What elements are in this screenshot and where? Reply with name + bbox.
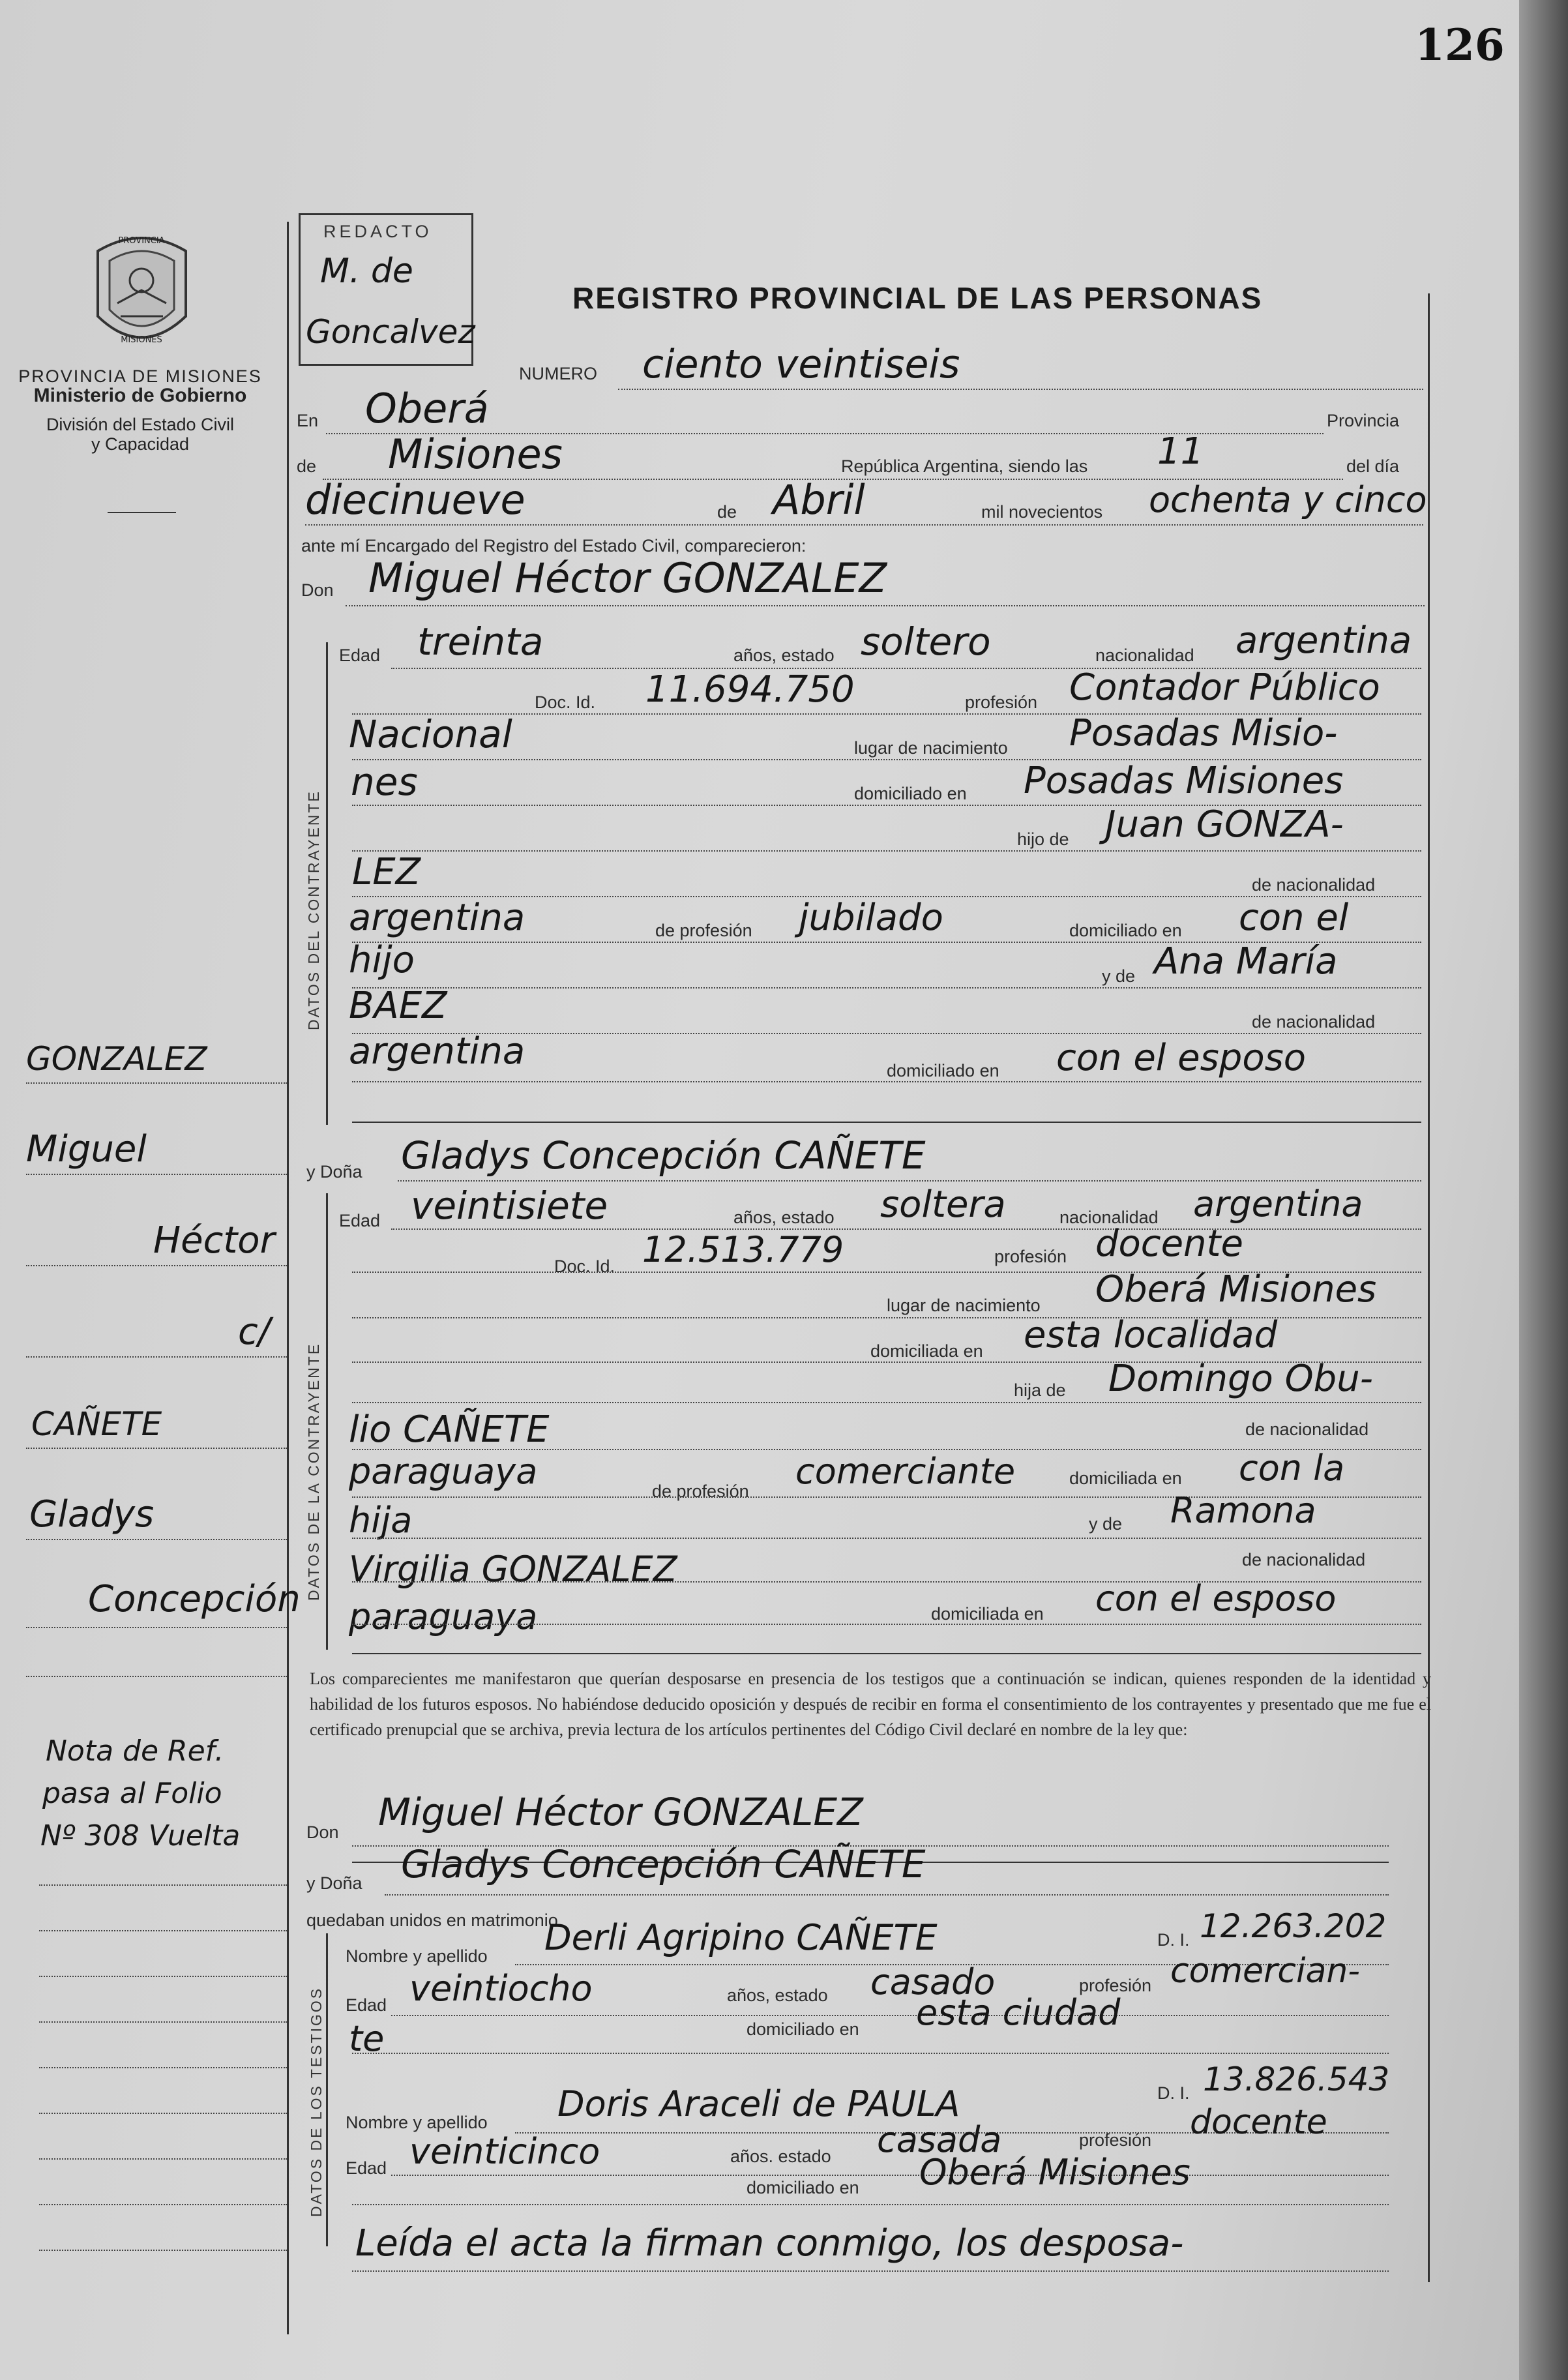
bride-doc-label: Doc. Id.: [554, 1257, 615, 1276]
margin-line-5: CAÑETE: [31, 1405, 162, 1443]
w1-di: 12.263.202: [1200, 1907, 1387, 1945]
groom-lugar-label: lugar de nacimiento: [854, 738, 1008, 758]
bride-mother-nac: paraguaya: [349, 1596, 538, 1637]
numero-value: ciento veintiseis: [642, 342, 960, 387]
bride-de-nac-label-2: de nacionalidad: [1242, 1550, 1366, 1569]
groom-mother-nac: argentina: [349, 1030, 525, 1073]
bride-father-dom-2: hija: [349, 1500, 413, 1541]
bride-anos-label: años, estado: [733, 1208, 835, 1227]
groom-domicilio: Posadas Misiones: [1024, 760, 1344, 802]
w2-di: 13.826.543: [1203, 2060, 1390, 2098]
groom-de-prof-label: de profesión: [655, 921, 752, 940]
right-frame-line: [1428, 293, 1430, 2282]
groom-mother-2: BAEZ: [349, 985, 447, 1027]
mil-label: mil novecientos: [981, 502, 1103, 522]
redacto-label: REDACTO: [323, 222, 432, 241]
left-frame-line: [287, 222, 289, 2334]
hour-value: 11: [1157, 430, 1204, 473]
w2-edad: veinticinco: [409, 2131, 600, 2172]
bride-father-dom-1: con la: [1239, 1448, 1345, 1489]
bride-nacionalidad: argentina: [1193, 1183, 1363, 1225]
book-spine-shadow: [1519, 0, 1568, 2380]
redacto-line2: Goncalvez: [306, 313, 475, 351]
w2-anos-label: años. estado: [730, 2147, 831, 2166]
margin-line-6: Gladys: [29, 1493, 155, 1536]
groom-name: Miguel Héctor GONZALEZ: [368, 554, 887, 602]
w1-edad-label: Edad: [346, 1995, 387, 2015]
groom-doc-label: Doc. Id.: [535, 692, 596, 712]
bride-lugar-label: lugar de nacimiento: [887, 1296, 1041, 1315]
groom-hijo-label: hijo de: [1017, 829, 1069, 849]
w1-prof-1: comercian-: [1170, 1952, 1361, 1991]
w2-nombre-label: Nombre y apellido: [346, 2113, 488, 2132]
w1-prof-2: te: [349, 2018, 385, 2059]
groom-nac-label: nacionalidad: [1095, 646, 1194, 665]
de-label: de: [297, 456, 317, 476]
bride-edad-label: Edad: [339, 1211, 381, 1230]
w1-domicilio: esta ciudad: [916, 1992, 1121, 2033]
groom-lugar-2: nes: [351, 760, 418, 804]
groom-y-de-label: y de: [1102, 966, 1136, 986]
de-value: Misiones: [388, 430, 563, 478]
bride-de-prof-label: de profesión: [652, 1481, 749, 1501]
w1-di-label: D. I.: [1157, 1930, 1190, 1950]
republica-label: República Argentina, siendo las: [841, 456, 1088, 476]
groom-edad-label: Edad: [339, 646, 381, 665]
division-label: División del Estado Civil: [46, 415, 235, 434]
bride-domicilio: esta localidad: [1024, 1314, 1278, 1356]
groom-edad: treinta: [417, 619, 544, 664]
page-title: REGISTRO PROVINCIAL DE LAS PERSONAS: [572, 281, 1263, 315]
margin-line-1: GONZALEZ: [26, 1040, 207, 1078]
groom-section-line: [326, 642, 328, 1125]
page-number: 126: [1415, 20, 1505, 70]
bride-y-de-label: y de: [1089, 1514, 1123, 1534]
bride-father-2: lio CAÑETE: [349, 1408, 550, 1451]
groom-father-dom-2: hijo: [349, 939, 415, 981]
w2-nombre: Doris Araceli de PAULA: [557, 2083, 960, 2124]
bride-lugar: Oberá Misiones: [1095, 1268, 1377, 1311]
groom-de-nac-label-2: de nacionalidad: [1252, 1012, 1376, 1032]
groom-father-1: Juan GONZA-: [1105, 803, 1344, 846]
groom-father-dom-1: con el: [1239, 897, 1349, 939]
groom-don-label: Don: [301, 580, 334, 600]
groom-profesion-2: Nacional: [349, 712, 512, 756]
left-header: [10, 366, 271, 454]
provincial-seal-icon: [85, 225, 199, 359]
bride-section-line: [326, 1193, 328, 1650]
bride-doc: 12.513.779: [642, 1229, 844, 1270]
bride-domic-en-label-2: domiciliada en: [931, 1604, 1044, 1624]
w1-estado: casado: [870, 1961, 996, 2002]
capacity-label: y Capacidad: [91, 434, 190, 454]
bride-name: Gladys Concepción CAÑETE: [401, 1133, 926, 1178]
seal-text-top: PROVINCIA: [118, 236, 165, 246]
bride-profesion: docente: [1095, 1223, 1243, 1265]
w1-nombre: Derli Agripino CAÑETE: [544, 1917, 938, 1958]
margin-line-7: Concepción: [88, 1578, 301, 1620]
w2-estado: casada: [877, 2119, 1002, 2160]
w2-prof-label: profesión: [1079, 2130, 1152, 2150]
day-value: diecinueve: [305, 476, 525, 524]
closing-line: Leída el acta la firman conmigo, los desposa-: [355, 2222, 1184, 2265]
witness-section-line: [326, 1933, 328, 2246]
ministry-label: Ministerio de Gobierno: [33, 385, 247, 406]
groom-father-2: LEZ: [352, 851, 421, 893]
groom-de-nac-label: de nacionalidad: [1252, 875, 1376, 895]
de-label-2: de: [717, 502, 737, 522]
decl-dona-label: y Doña: [306, 1873, 362, 1893]
decl-don-label: Don: [306, 1822, 339, 1842]
margin-note-3: Nº 308 Vuelta: [40, 1819, 241, 1852]
groom-lugar-1: Posadas Misio-: [1069, 712, 1338, 754]
w1-anos-label: años, estado: [727, 1986, 828, 2005]
bride-side-label: DATOS DE LA CONTRAYENTE: [305, 1342, 322, 1601]
bride-dona-label: y Doña: [306, 1162, 362, 1182]
bride-hija-label: hija de: [1014, 1380, 1066, 1400]
groom-domic-en-label: domiciliado en: [1069, 921, 1182, 940]
groom-domic-label: domiciliado en: [854, 784, 967, 803]
groom-domic-en-label-2: domiciliado en: [887, 1061, 999, 1080]
del-dia-label: del día: [1346, 456, 1400, 476]
provincia-label: Provincia: [1327, 411, 1400, 430]
w2-edad-label: Edad: [346, 2158, 387, 2178]
bride-de-nac-label: de nacionalidad: [1245, 1420, 1369, 1439]
margin-line-4: c/: [238, 1311, 271, 1353]
w2-domic-label: domiciliado en: [747, 2178, 859, 2197]
margin-note-2: pasa al Folio: [42, 1777, 222, 1810]
divider: [108, 512, 176, 513]
groom-father-nac: argentina: [349, 897, 525, 939]
bride-domic-label: domiciliada en: [870, 1341, 983, 1361]
bride-mother-2: Virgilia GONZALEZ: [349, 1549, 677, 1590]
w1-edad: veintiocho: [409, 1968, 593, 2009]
en-label: En: [297, 411, 319, 430]
en-value: Oberá: [365, 385, 489, 432]
seal-text-bottom: MISIONES: [121, 335, 162, 345]
bride-domic-en-label: domiciliada en: [1069, 1468, 1182, 1488]
groom-mother-dom: con el esposo: [1056, 1037, 1307, 1079]
groom-doc: 11.694.750: [645, 668, 855, 711]
bride-estado: soltera: [880, 1183, 1006, 1226]
bride-mother-1: Ramona: [1170, 1490, 1316, 1531]
margin-line-3: Héctor: [153, 1219, 275, 1262]
month-value: Abril: [773, 476, 865, 524]
bride-mother-dom: con el esposo: [1095, 1578, 1337, 1619]
province-label: PROVINCIA DE MISIONES: [18, 366, 262, 386]
bride-father-prof: comerciante: [795, 1451, 1016, 1492]
decl-don-value: Miguel Héctor GONZALEZ: [378, 1790, 863, 1834]
bride-father-1: Domingo Obu-: [1108, 1358, 1373, 1400]
groom-mother-1: Ana María: [1154, 940, 1338, 983]
bride-edad: veintisiete: [411, 1183, 608, 1228]
year-value: ochenta y cinco: [1149, 479, 1427, 520]
groom-estado: soltero: [861, 619, 991, 664]
w2-di-label: D. I.: [1157, 2083, 1190, 2103]
bride-father-nac: paraguaya: [349, 1451, 538, 1492]
groom-anos-label: años, estado: [733, 646, 835, 665]
decl-dona-value: Gladys Concepción CAÑETE: [401, 1842, 926, 1886]
groom-nacionalidad: argentina: [1235, 619, 1412, 662]
witness-side-label: DATOS DE LOS TESTIGOS: [308, 1986, 325, 2217]
w2-domicilio: Oberá Misiones: [919, 2152, 1191, 2193]
groom-profesion-1: Contador Público: [1069, 666, 1380, 709]
groom-father-prof: jubilado: [799, 897, 943, 939]
quedaban-label: quedaban unidos en matrimonio.: [306, 1911, 563, 1930]
numero-label: NUMERO: [519, 364, 597, 383]
consent-paragraph: Los comparecientes me manifestaron que querían desposarse en presencia de los testigos que a continuación se indican, quienes responden de la identidad y habilidad de los futuros esposos. No habiéndose deducido oposición y después de recibir en forma el consentimiento de los contrayentes y presentado que me fue el certificado prenupcial que se archiva, previa lectura de los artículos pertinentes del Código Civil declaré en nombre de la ley que:: [310, 1669, 1431, 1739]
w1-domic-label: domiciliado en: [747, 2019, 859, 2039]
ante-label: ante mí Encargado del Registro del Estado Civil, comparecieron:: [301, 536, 806, 556]
w1-prof-label: profesión: [1079, 1976, 1152, 1995]
margin-line-2: Miguel: [26, 1128, 147, 1170]
bride-prof-label: profesión: [994, 1247, 1067, 1266]
w2-prof: docente: [1190, 2103, 1327, 2142]
groom-prof-label: profesión: [965, 692, 1038, 712]
w1-nombre-label: Nombre y apellido: [346, 1946, 488, 1966]
groom-side-label: DATOS DEL CONTRAYENTE: [305, 790, 322, 1030]
redacto-line1: M. de: [320, 252, 413, 291]
margin-note-1: Nota de Ref.: [46, 1734, 224, 1768]
redacto-box: [299, 213, 473, 366]
bride-nac-label: nacionalidad: [1059, 1208, 1159, 1227]
